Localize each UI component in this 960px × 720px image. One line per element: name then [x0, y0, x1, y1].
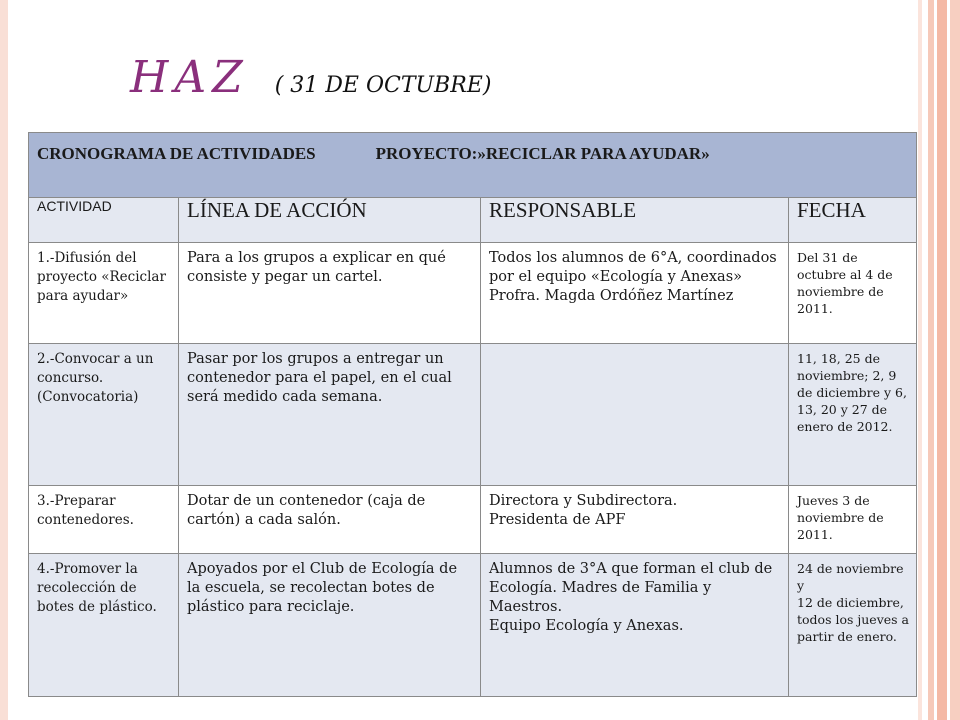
- column-header-linea: LÍNEA DE ACCIÓN: [179, 198, 481, 243]
- table-title-left: CRONOGRAMA DE ACTIVIDADES: [37, 144, 316, 163]
- cell-responsable: [481, 344, 789, 486]
- table-title-cell: [29, 133, 917, 198]
- cell-fecha: Jueves 3 de noviembre de 2011.: [789, 486, 917, 554]
- column-header-row: [29, 198, 917, 243]
- cell-linea: Para a los grupos a explicar en qué consiste y pegar un cartel.: [179, 243, 481, 344]
- cell-linea: Apoyados por el Club de Ecología de la escuela, se recolectan botes de plástico para reciclaje.: [179, 554, 481, 697]
- title-main: HAZ: [130, 52, 249, 103]
- table-row: [29, 486, 917, 554]
- cell-linea: Dotar de un contenedor (caja de cartón) a cada salón.: [179, 486, 481, 554]
- table-title-right: PROYECTO:»RECICLAR PARA AYUDAR»: [375, 144, 710, 163]
- cell-responsable: Directora y Subdirectora. Presidenta de APF: [481, 486, 789, 554]
- cell-actividad: 1.-Difusión del proyecto «Reciclar para ayudar»: [29, 243, 179, 344]
- cell-actividad: 3.-Preparar contenedores.: [29, 486, 179, 554]
- left-border-decoration: [0, 0, 8, 720]
- cell-fecha: 24 de noviembre y 12 de diciembre, todos los jueves a partir de enero.: [789, 554, 917, 697]
- cell-fecha: Del 31 de octubre al 4 de noviembre de 2011.: [789, 243, 917, 344]
- column-header-fecha: FECHA: [789, 198, 917, 243]
- cell-responsable: Alumnos de 3°A que forman el club de Ecología. Madres de Familia y Maestros. Equipo Ecología y Anexas.: [481, 554, 789, 697]
- table-row: [29, 554, 917, 697]
- column-header-actividad: ACTIVIDAD: [29, 198, 179, 243]
- table-row: [29, 243, 917, 344]
- cell-linea: Pasar por los grupos a entregar un contenedor para el papel, en el cual será medido cada semana.: [179, 344, 481, 486]
- table-title-row: [29, 133, 917, 198]
- cell-actividad: 4.-Promover la recolección de botes de plástico.: [29, 554, 179, 697]
- table-row: [29, 344, 917, 486]
- cell-fecha: 11, 18, 25 de noviembre; 2, 9 de diciembre y 6, 13, 20 y 27 de enero de 2012.: [789, 344, 917, 486]
- cell-actividad: 2.-Convocar a un concurso. (Convocatoria): [29, 344, 179, 486]
- slide-title: [130, 52, 491, 103]
- title-date: ( 31 DE OCTUBRE): [274, 73, 492, 98]
- schedule-table: [28, 132, 917, 697]
- right-stripe-decoration: [918, 0, 960, 720]
- cell-responsable: Todos los alumnos de 6°A, coordinados por el equipo «Ecología y Anexas» Profra. Magda Ordóñez Martínez: [481, 243, 789, 344]
- column-header-responsable: RESPONSABLE: [481, 198, 789, 243]
